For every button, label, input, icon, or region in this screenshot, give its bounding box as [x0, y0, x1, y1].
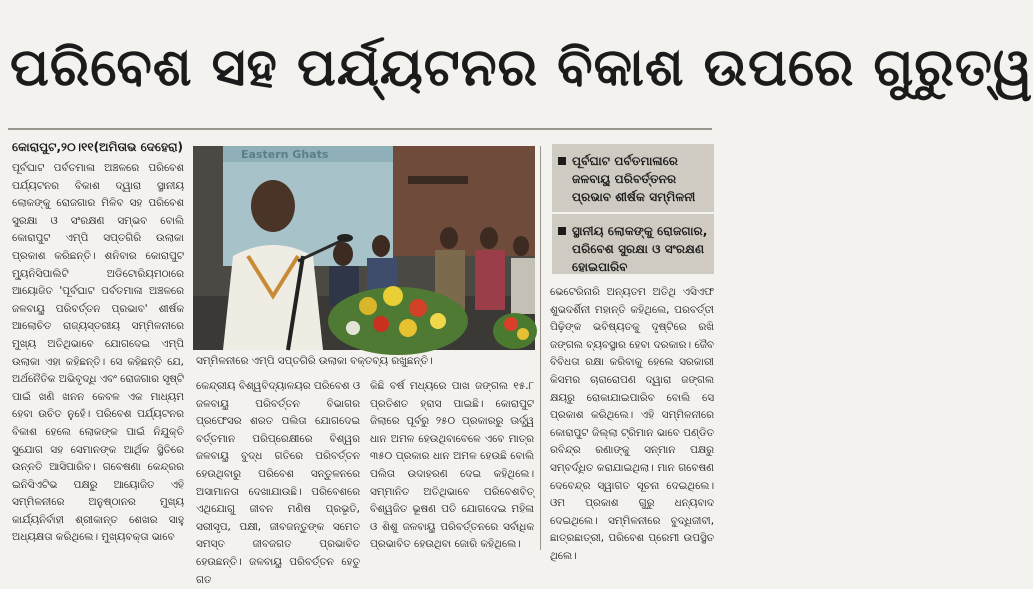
byline: କୋରାପୁଟ,୨୦।୧୧(ଅମିତାଭ ଦେହେରା): [12, 140, 183, 154]
square-bullet-icon: [558, 157, 566, 165]
column-1-text: ପୂର୍ବଘାଟ ପର୍ବତମାଳା ଅଞ୍ଚଳରେ ପରିବେଶ ପର୍ଯ୍ୟଟନର ବିକାଶ ଦ୍ୱାରା ସ୍ଥାନୀୟ ଲୋକଙ୍କୁ ରୋଜଗାର ମିଳିବ ସହ ପରିବେଶ ସୁରକ୍ଷା ଓ ସଂରକ୍ଷଣ ସମ୍ଭବ ବୋଲି କୋରାପୁଟ ଏମ୍ପି ସପ୍ତଗିରି ଉଲାକା ପ୍ରକାଶ କରିଛନ୍ତି। ଶନିବାର କୋରାପୁଟ ମ୍ୟୁନିସିପାଲିଟି ଅଡିଟୋରିୟମଠାରେ ଆୟୋଜିତ 'ପୂର୍ବଘାଟ ପର୍ବତମାଳା ଅଞ୍ଚଳରେ ଜଳବାୟୁ ପରିବର୍ତ୍ତନ ପ୍ରଭାବ' ଶୀର୍ଷକ ଆଲୋଚିତ ରାଜ୍ୟସ୍ତରୀୟ ସମ୍ମିଳନୀରେ ମୁଖ୍ୟ ଅତିଥିଭାବେ ଯୋଗଦେଇ ଏମ୍ପି ଉଲାକା ଏହା କହିଛନ୍ତି। ସେ କହିଛନ୍ତି ଯେ, ଅର୍ଥନୈତିକ ଅଭିବୃଦ୍ଧି ଏବଂ ରୋଜଗାର ସୃଷ୍ଟି ପାଇଁ ଖଣି ଖନନ କେବଳ ଏକ ମାଧ୍ୟମ ହେବା ଉଚିତ ନୁହେଁ। ପରିବେଶ ପର୍ଯ୍ୟଟନର ବିକାଶ ହେଲେ ଲୋକଙ୍କ ପାଇଁ ନିଯୁକ୍ତି ସୁଯୋଗ ସହ ସେମାନଙ୍କ ଆର୍ଥିକ ସ୍ଥିତିରେ ଉନ୍ନତି ଆସିପାରିବ। ଗବେଷଣା କେନ୍ଦ୍ରର ଇନିସିଏଟିଭ ପକ୍ଷରୁ ଆୟୋଜିତ ଏହି ସମ୍ମିଳନୀରେ ଅନୁଷ୍ଠାନର ମୁଖ୍ୟ କାର୍ଯ୍ୟନିର୍ବାହୀ ଶ୍ରୀକାନ୍ତ ଶେଖର ସାହୁ ଅଧ୍ୟକ୍ଷତା କରିଥିଲେ। ମୁଖ୍ୟବକ୍ତା ଭାବେ: [12, 162, 184, 544]
photo-caption: ସମ୍ମିଳନୀରେ ଏମ୍ପି ସପ୍ତଗିରି ଉଲାକା ବକ୍ତବ୍ୟ ରଖୁଛନ୍ତି।: [196, 355, 433, 367]
event-photo-illustration: [193, 146, 535, 350]
column-4-text: ଭେଟେରିନାରି ଅନ୍ୟତମ ଅତିଥି ଏସିଏଫ ଶୁଭଦର୍ଶିନୀ ମହାନ୍ତି କହିଥିଲେ, ପରବର୍ତ୍ତୀ ପିଢ଼ିଙ୍କ ଭବିଷ୍ୟତକୁ ଦୃଷ୍ଟିରେ ରଖି ଜଙ୍ଗଲ ବ୍ୟବସ୍ଥାର ହେବା ଦରକାର। ଜୈବ ବିବିଧତା ରକ୍ଷା କରିବାକୁ ହେଲେ ସରକାରୀ କିସମର ଚାରାରୋପଣ ଦ୍ୱାରା ଜଙ୍ଗଲ କ୍ଷୟରୁ ରୋକାଯାଇପାରିବ ବୋଲି ସେ ପ୍ରକାଶ କରିଥିଲେ। ଏହି ସମ୍ମିଳନୀରେ କୋରାପୁଟ ଜିଲ୍ଲା ଟ୍ରିମାନ ଭାବେ ପଣ୍ଡିତ ରବିନ୍ଦ୍ର ରଣାଙ୍କୁ ସନ୍ମାନ ପକ୍ଷରୁ ସମ୍ବର୍ଦ୍ଧିତ କରାଯାଇଥିଲା। ମାନ ଗବେଷଣ ଦେବେନ୍ଦ୍ର ସ୍ୱାଗତ ସୂଚନା ଦେଇଥିଲେ। ଓମ ପ୍ରକାଶ ଗୁରୁ ଧନ୍ୟବାଦ ଦେଇଥିଲେ। ସମ୍ମିଳନୀରେ ବୁଦ୍ଧିଜୀବୀ, ଛାତ୍ରଛାତ୍ରୀ, ପରିବେଶ ପ୍ରେମୀ ଉପସ୍ଥିତ ଥିଲେ।: [550, 286, 714, 562]
column-4: [550, 284, 714, 562]
event-photo: [193, 146, 535, 350]
headline: ପରିବେଶ ସହ ପର୍ଯ୍ୟଟନର ବିକାଶ ଉପରେ ଗୁରୁତ୍ୱ: [10, 38, 1033, 98]
headline-rule: [8, 128, 712, 130]
column-2: [196, 378, 360, 586]
column-separator: [540, 146, 541, 550]
highlights-box: [552, 144, 714, 274]
highlight-item: [552, 144, 714, 212]
column-2-text: କେନ୍ଦ୍ରୀୟ ବିଶ୍ୱବିଦ୍ୟାଳୟର ପରିବେଶ ଓ ଜଳବାୟୁ ପରିବର୍ତ୍ତନ ବିଭାଗର ପ୍ରଫେସର ଶରତ ପଲିତା ଯୋଗଦେଇ ବର୍ତ୍ତମାନ ପରିପ୍ରେକ୍ଷୀରେ ବିଶ୍ୱର ଜଳବାୟୁ ବୁଦ୍ଧ ଗତିରେ ପରିବର୍ତ୍ତନ ହେଉଥିବାରୁ ପରିବେଶ ସନ୍ତୁଳନରେ ଅସାମାନତା ଦେଖାଯାଉଛି। ପରିବେଶରେ ଏଥିଯୋଗୁ ଜୀବନ ମଣିଷ ପ୍ରଭୃତି, ସରୀସୃପ, ପକ୍ଷୀ, ଜୀବଜନ୍ତୁଙ୍କ ସମେତ ସମସ୍ତ ଜୀବଜଗତ ପ୍ରଭାବିତ ହେଉଛନ୍ତି। ଜଳବାୟୁ ପରିବର୍ତ୍ତନ ହେତୁ ଗତ: [196, 380, 360, 586]
column-3: [370, 378, 534, 550]
highlight-item: [552, 214, 714, 282]
photo-banner-text: Eastern Ghats: [241, 148, 329, 161]
highlight-divider: [552, 212, 714, 214]
column-3-text: କିଛି ବର୍ଷ ମଧ୍ୟରେ ପାଖ ଜଙ୍ଗଲ ୧୫.୮ ପ୍ରତିଶତ ହ୍ରାସ ପାଇଛି। କୋରାପୁଟ ଜିଲାରେ ପୂର୍ବରୁ ୨୫୦ ପ୍ରକାରରୁ ଊର୍ଦ୍ଧ୍ୱ ଧାନ ଅମଳ ହେଉଥିବାବେଳେ ଏବେ ମାତ୍ର ୩୫୦ ପ୍ରକାର ଧାନ ଅମଳ ହେଉଛି ବୋଲି ପଲିତା ଉଦାହରଣ ଦେଇ କହିଥିଲେ। ସମ୍ମାନିତ ଅତିଥିଭାବେ ପରିବେଶବିତ୍ ବିଶ୍ୱଜିତ ଭୂଷଣ ପତି ଯୋଗଦେଇ ମହିଳା ଓ ଶିଶୁ ଜଳବାୟୁ ପରିବର୍ତ୍ତନରେ ସର୍ବାଧିକ ପ୍ରଭାବିତ ହେଉଥିବା ଜୋରି କହିଥିଲେ।: [370, 380, 534, 551]
square-bullet-icon: [558, 227, 566, 235]
column-1: [12, 160, 184, 550]
highlight-text: ସ୍ଥାନୀୟ ଲୋକଙ୍କୁ ରୋଜଗାର, ପରିବେଶ ସୁରକ୍ଷା ଓ ସଂରକ୍ଷଣ ହୋଇପାରିବ: [572, 224, 708, 274]
highlight-text: ପୂର୍ବଘାଟ ପର୍ବତମାଳାରେ ଜଳବାୟୁ ପରିବର୍ତ୍ତନର ପ୍ରଭାବ ଶୀର୍ଷକ ସମ୍ମିଳନୀ: [572, 154, 696, 204]
